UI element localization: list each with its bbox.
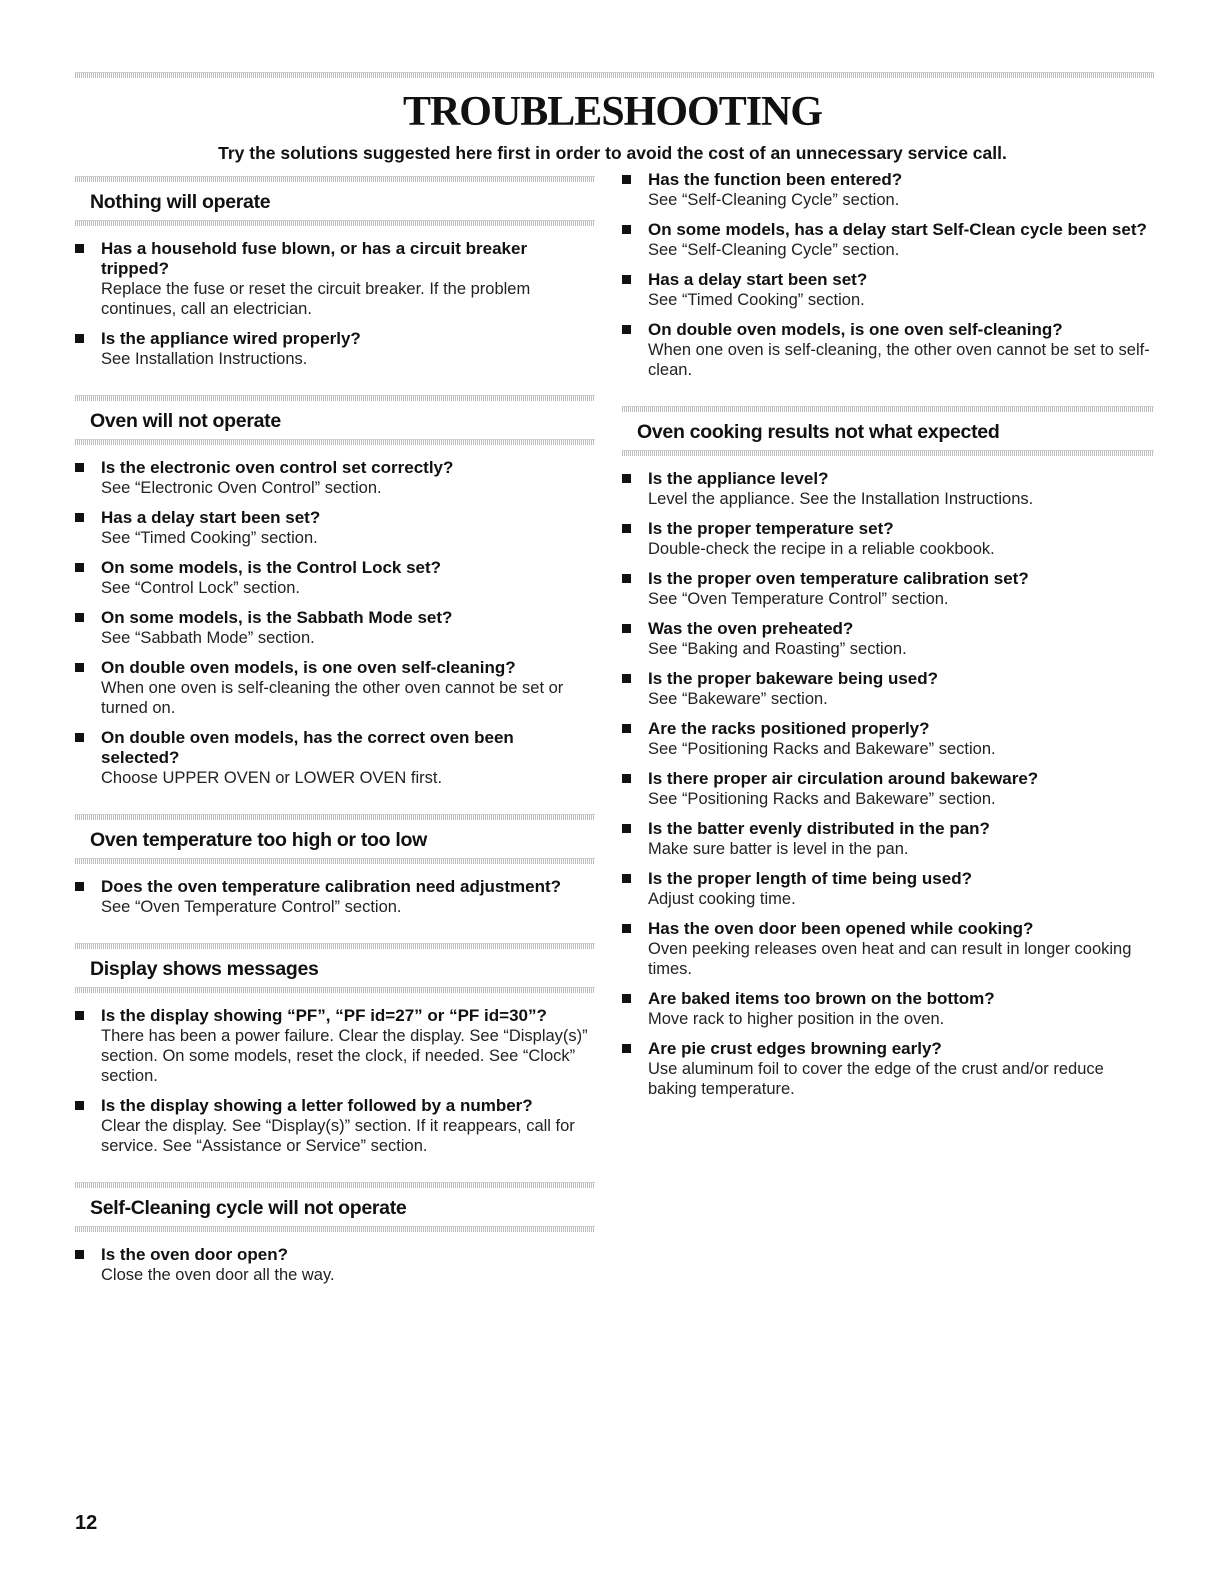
section-list bbox=[622, 456, 1154, 1119]
list-item bbox=[622, 220, 1154, 260]
section bbox=[75, 808, 595, 937]
list-item bbox=[622, 1039, 1154, 1099]
answer-text: See “Self-Cleaning Cycle” section. bbox=[648, 191, 900, 209]
bullet-icon bbox=[622, 994, 631, 1003]
question-text: On some models, has a delay start Self-Clean cycle been set? bbox=[648, 220, 1147, 239]
answer-text: When one oven is self-cleaning the other oven cannot be set or turned on. bbox=[101, 679, 564, 717]
question-text: Has the oven door been opened while cooking? bbox=[648, 919, 1034, 938]
answer-text: See “Timed Cooking” section. bbox=[101, 529, 318, 547]
section-title: Oven will not operate bbox=[90, 410, 281, 432]
list-item bbox=[75, 329, 595, 369]
page-number: 12 bbox=[75, 1512, 98, 1534]
answer-text: Replace the fuse or reset the circuit breaker. If the problem continues, call an electrician. bbox=[101, 280, 531, 318]
bullet-icon bbox=[75, 1011, 84, 1020]
right-column bbox=[622, 170, 1154, 1119]
bullet-icon bbox=[75, 463, 84, 472]
list-item bbox=[75, 658, 595, 718]
bullet-icon bbox=[622, 275, 631, 284]
list-item bbox=[75, 558, 595, 598]
list-item bbox=[622, 519, 1154, 559]
answer-text: Make sure batter is level in the pan. bbox=[648, 840, 909, 858]
bullet-icon bbox=[622, 225, 631, 234]
list-item bbox=[75, 1096, 595, 1156]
answer-text: Close the oven door all the way. bbox=[101, 1266, 335, 1284]
section-header bbox=[622, 400, 1154, 456]
bullet-icon bbox=[622, 325, 631, 334]
answer-text: See “Positioning Racks and Bakeware” section. bbox=[648, 740, 996, 758]
list-item bbox=[622, 989, 1154, 1029]
bullet-icon bbox=[622, 624, 631, 633]
answer-text: See “Bakeware” section. bbox=[648, 690, 828, 708]
question-text: Are the racks positioned properly? bbox=[648, 719, 930, 738]
answer-text: Double-check the recipe in a reliable cookbook. bbox=[648, 540, 995, 558]
answer-text: Move rack to higher position in the oven. bbox=[648, 1010, 945, 1028]
answer-text: There has been a power failure. Clear the display. See “Display(s)” section. On some models, reset the clock, if needed. See “Clock” section. bbox=[101, 1027, 588, 1085]
answer-text: When one oven is self-cleaning, the other oven cannot be set to self-clean. bbox=[648, 341, 1150, 379]
question-text: Is the appliance level? bbox=[648, 469, 829, 488]
question-text: Was the oven preheated? bbox=[648, 619, 854, 638]
answer-text: Use aluminum foil to cover the edge of the crust and/or reduce baking temperature. bbox=[648, 1060, 1104, 1098]
section-title: Nothing will operate bbox=[90, 191, 271, 213]
answer-text: Adjust cooking time. bbox=[648, 890, 796, 908]
question-text: Is the oven door open? bbox=[101, 1245, 289, 1264]
question-text: On double oven models, has the correct oven been selected? bbox=[101, 728, 514, 767]
question-text: Is the display showing a letter followed by a number? bbox=[101, 1096, 533, 1115]
question-text: Has a household fuse blown, or has a circuit breaker tripped? bbox=[101, 239, 528, 278]
bullet-icon bbox=[622, 674, 631, 683]
question-text: Has a delay start been set? bbox=[101, 508, 321, 527]
answer-text: See “Timed Cooking” section. bbox=[648, 291, 865, 309]
bullet-icon bbox=[622, 874, 631, 883]
question-text: On some models, is the Control Lock set? bbox=[101, 558, 442, 577]
list-item bbox=[75, 508, 595, 548]
question-text: Is there proper air circulation around bakeware? bbox=[648, 769, 1039, 788]
question-text: On double oven models, is one oven self-cleaning? bbox=[648, 320, 1063, 339]
section bbox=[75, 1176, 595, 1305]
answer-text: Clear the display. See “Display(s)” section. If it reappears, call for service. See “Assistance or Service” section. bbox=[101, 1117, 575, 1155]
section-title: Oven temperature too high or too low bbox=[90, 829, 427, 851]
list-item bbox=[75, 877, 595, 917]
question-text: Is the proper oven temperature calibration set? bbox=[648, 569, 1029, 588]
answer-text: See “Positioning Racks and Bakeware” section. bbox=[648, 790, 996, 808]
page-title: TROUBLESHOOTING bbox=[402, 89, 823, 135]
bullet-icon bbox=[622, 474, 631, 483]
answer-text: Choose UPPER OVEN or LOWER OVEN first. bbox=[101, 769, 443, 787]
bullet-icon bbox=[75, 882, 84, 891]
bullet-icon bbox=[75, 613, 84, 622]
section-title: Self-Cleaning cycle will not operate bbox=[90, 1197, 407, 1219]
section-list bbox=[75, 864, 595, 937]
question-text: Is the proper temperature set? bbox=[648, 519, 894, 538]
answer-text: See “Sabbath Mode” section. bbox=[101, 629, 315, 647]
section-list bbox=[75, 445, 595, 808]
bullet-icon bbox=[622, 1044, 631, 1053]
question-text: Does the oven temperature calibration need adjustment? bbox=[101, 877, 562, 896]
answer-text: See Installation Instructions. bbox=[101, 350, 308, 368]
section-header bbox=[75, 389, 595, 445]
continued-list bbox=[622, 170, 1154, 400]
bullet-icon bbox=[75, 334, 84, 343]
section-header bbox=[75, 937, 595, 993]
answer-text: See “Oven Temperature Control” section. bbox=[101, 898, 402, 916]
bullet-icon bbox=[622, 824, 631, 833]
bullet-icon bbox=[622, 574, 631, 583]
question-text: On double oven models, is one oven self-cleaning? bbox=[101, 658, 516, 677]
list-item bbox=[75, 1245, 595, 1285]
question-text: Is the electronic oven control set correctly? bbox=[101, 458, 454, 477]
section-header bbox=[75, 1176, 595, 1232]
answer-text: See “Oven Temperature Control” section. bbox=[648, 590, 949, 608]
list-item bbox=[622, 869, 1154, 909]
bullet-icon bbox=[75, 663, 84, 672]
bullet-icon bbox=[622, 724, 631, 733]
list-item bbox=[75, 1006, 595, 1086]
list-item bbox=[622, 569, 1154, 609]
section-cooking-results bbox=[622, 400, 1154, 1119]
section-title: Display shows messages bbox=[90, 958, 319, 980]
bullet-icon bbox=[75, 1250, 84, 1259]
list-item bbox=[622, 469, 1154, 509]
list-item bbox=[622, 619, 1154, 659]
answer-text: See “Self-Cleaning Cycle” section. bbox=[648, 241, 900, 259]
top-divider bbox=[75, 72, 1154, 78]
list-item bbox=[622, 270, 1154, 310]
question-text: Is the proper bakeware being used? bbox=[648, 669, 939, 688]
bullet-icon bbox=[75, 244, 84, 253]
section bbox=[75, 937, 595, 1176]
section bbox=[75, 170, 595, 389]
bullet-icon bbox=[622, 524, 631, 533]
section-header bbox=[75, 808, 595, 864]
list-item bbox=[622, 669, 1154, 709]
answer-text: See “Electronic Oven Control” section. bbox=[101, 479, 382, 497]
question-text: Is the display showing “PF”, “PF id=27” or “PF id=30”? bbox=[101, 1006, 547, 1025]
bullet-icon bbox=[75, 1101, 84, 1110]
bullet-icon bbox=[622, 924, 631, 933]
list-item bbox=[75, 728, 595, 788]
list-item bbox=[622, 719, 1154, 759]
section-header bbox=[75, 170, 595, 226]
bullet-icon bbox=[622, 175, 631, 184]
question-text: Is the appliance wired properly? bbox=[101, 329, 361, 348]
question-text: Has the function been entered? bbox=[648, 170, 903, 189]
question-text: On some models, is the Sabbath Mode set? bbox=[101, 608, 453, 627]
answer-text: Oven peeking releases oven heat and can result in longer cooking times. bbox=[648, 940, 1132, 978]
list-item bbox=[622, 320, 1154, 380]
question-text: Is the proper length of time being used? bbox=[648, 869, 972, 888]
question-text: Are pie crust edges browning early? bbox=[648, 1039, 942, 1058]
answer-text: Level the appliance. See the Installation Instructions. bbox=[648, 490, 1034, 508]
section-list bbox=[75, 226, 595, 389]
section-list bbox=[75, 1232, 595, 1305]
answer-text: See “Baking and Roasting” section. bbox=[648, 640, 907, 658]
question-text: Are baked items too brown on the bottom? bbox=[648, 989, 995, 1008]
bullet-icon bbox=[622, 774, 631, 783]
list-item bbox=[622, 919, 1154, 979]
list-item bbox=[75, 239, 595, 319]
section bbox=[75, 389, 595, 808]
list-item bbox=[622, 170, 1154, 210]
page-subtitle: Try the solutions suggested here first in order to avoid the cost of an unnecessary service call. bbox=[218, 143, 1007, 163]
list-item bbox=[622, 819, 1154, 859]
bullet-icon bbox=[75, 513, 84, 522]
list-item bbox=[75, 458, 595, 498]
question-text: Has a delay start been set? bbox=[648, 270, 868, 289]
bullet-icon bbox=[75, 733, 84, 742]
bullet-icon bbox=[75, 563, 84, 572]
section-list bbox=[75, 993, 595, 1176]
list-item bbox=[75, 608, 595, 648]
list-item bbox=[622, 769, 1154, 809]
question-text: Is the batter evenly distributed in the pan? bbox=[648, 819, 990, 838]
section-title: Oven cooking results not what expected bbox=[637, 421, 1000, 443]
left-column bbox=[75, 170, 595, 1305]
answer-text: See “Control Lock” section. bbox=[101, 579, 301, 597]
